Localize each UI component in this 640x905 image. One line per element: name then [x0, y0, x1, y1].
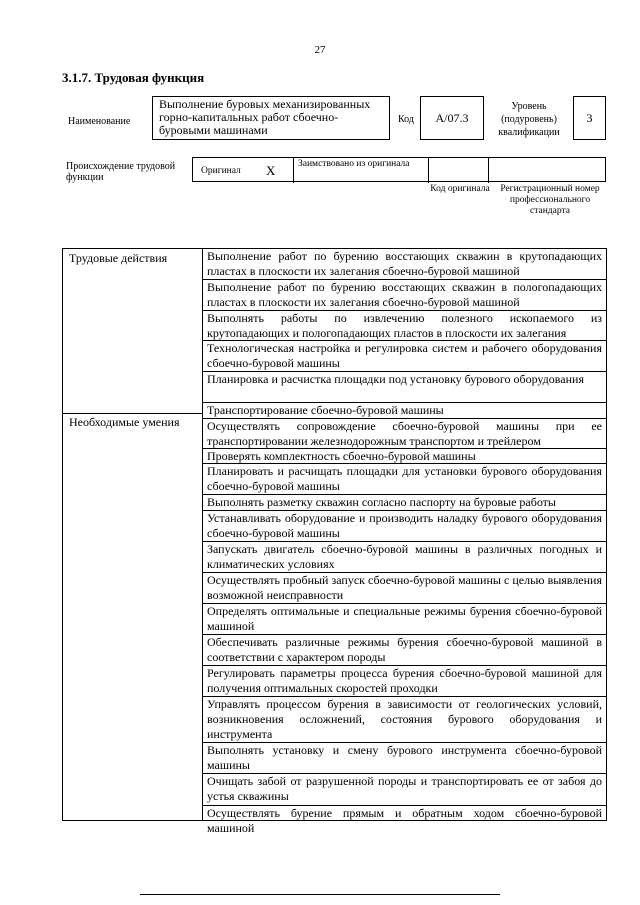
table-row: Осуществлять бурение прямым и обратным ходом сбоечно-буровой машиной [207, 806, 602, 835]
code-value: А/07.3 [435, 110, 469, 125]
original-mark: X [266, 163, 276, 178]
function-name-text: Выполнение буровых механизированных горно-капитальных работ сбоечно-буровыми машинами [159, 97, 371, 137]
table-row: Регулировать параметры процесса бурения сбоечно-буровой машиной для получения оптимальных скоростей проходки [203, 666, 606, 697]
code-original-cell [428, 158, 488, 183]
table-rows [203, 249, 606, 837]
level-value: 3 [586, 110, 593, 125]
original-cell [193, 158, 293, 183]
table-row: Осуществлять пробный запуск сбоечно-буровой машины с целью выявления возможной неисправности [203, 573, 606, 604]
page-number: 27 [314, 44, 326, 56]
code-label: Код [398, 114, 414, 125]
section-title: 3.1.7. Трудовая функция [62, 70, 205, 85]
name-label: Наименование [68, 116, 131, 127]
table-row: Устанавливать оборудование и производить наладку бурового оборудования сбоечно-буровой машины [203, 511, 606, 542]
table-row: Транспортирование сбоечно-буровой машины [203, 403, 606, 419]
reg-number-label: Регистрационный номер профессионального стандарта [500, 184, 600, 216]
table-row: Выполнение работ по бурению восстающих скважин в крутопадающих пластах в плоскости их залегания сбоечно-буровой машиной [203, 249, 606, 280]
borrowed-cell [293, 158, 428, 183]
code-box [420, 96, 484, 140]
group-label-actions: Трудовые действия [69, 251, 168, 265]
table-row: Выполнять работы по извлечению полезного ископаемого из крутопадающих и пологопадающих пластов в плоскости их залегания [203, 311, 606, 341]
table-row: Осуществлять сопровождение сбоечно-буровой машины при ее транспортировании железнодорожным транспортом и трейлером [203, 419, 606, 449]
table-row: Управлять процессом бурения в зависимости от геологических условий, возникновения осложнений, состояния бурового оборудования и инструмента [203, 697, 606, 743]
table-row: Планировать и расчищать площадки для установки бурового оборудования сбоечно-буровой машины [203, 464, 606, 495]
level-box [573, 96, 606, 140]
table-row: Определять оптимальные и специальные режимы бурения сбоечно-буровой машиной [203, 604, 606, 635]
footer-line [140, 894, 500, 895]
table-row: Запускать двигатель сбоечно-буровой машины в различных погодных и климатических условиях [203, 542, 606, 573]
table-row: Выполнение работ по бурению восстающих скважин в пологопадающих пластах в плоскости их залегания сбоечно-буровой машиной [203, 280, 606, 311]
table-row: Обеспечивать различные режимы бурения сбоечно-буровой машиной в соответствии с характером породы [203, 635, 606, 666]
function-name-box [152, 96, 390, 140]
table-row: Технологическая настройка и регулировка систем и рабочего оборудования сбоечно-буровой машины [203, 341, 606, 372]
reg-number-cell [488, 158, 607, 183]
origin-row [192, 157, 606, 182]
group-label-skills: Необходимые умения [69, 415, 180, 429]
table-row: Очищать забой от разрушенной породы и транспортировать ее от забоя до устья скважины [203, 774, 606, 806]
table-row: Проверять комплектность сбоечно-буровой машины [203, 449, 606, 464]
origin-label: Происхождение трудовой функции [66, 161, 176, 183]
table-row: Выполнять разметку скважин согласно паспорту на буровые работы [203, 495, 606, 511]
functions-table [62, 248, 607, 835]
code-original-label: Код оригинала [430, 184, 490, 194]
borrowed-label: Заимствовано из оригинала [298, 159, 410, 169]
table-row: Выполнять установку и смену бурового инструмента сбоечно-буровой машины [203, 743, 606, 774]
original-label: Оригинал [201, 166, 241, 176]
level-label: Уровень (подуровень) квалификации [498, 101, 560, 138]
table-row: Планировка и расчистка площадки под установку бурового оборудования [203, 372, 606, 403]
